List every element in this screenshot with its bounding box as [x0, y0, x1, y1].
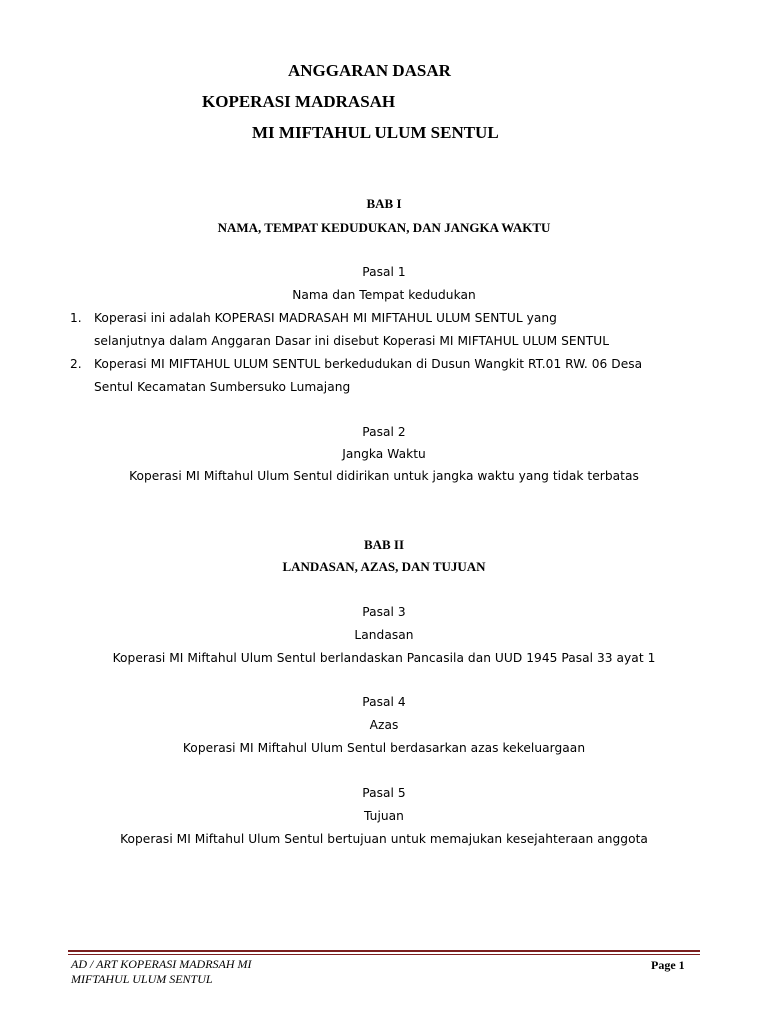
footer-title-line-2: MIFTAHUL ULUM SENTUL: [71, 972, 213, 986]
pasal-3-text: Koperasi MI Miftahul Ulum Sentul berlandaskan Pancasila dan UUD 1945 Pasal 33 ayat 1: [112, 651, 656, 665]
bab-1-subtitle: NAMA, TEMPAT KEDUDUKAN, DAN JANGKA WAKTU: [217, 220, 551, 235]
list-item-text: Sentul Kecamatan Sumbersuko Lumajang: [94, 380, 351, 394]
footer-title-line-1: AD / ART KOPERASI MADRSAH MI: [71, 957, 252, 971]
list-item-text: Koperasi MI MIFTAHUL ULUM SENTUL berkedudukan di Dusun Wangkit RT.01 RW. 06 Desa: [94, 357, 643, 371]
pasal-3-number: Pasal 3: [362, 605, 406, 619]
pasal-4-title: Azas: [369, 718, 399, 732]
pasal-3-title: Landasan: [354, 628, 414, 642]
pasal-1-number: Pasal 1: [362, 265, 406, 279]
bab-1-heading: BAB I: [366, 196, 402, 211]
pasal-5-text: Koperasi MI Miftahul Ulum Sentul bertujuan untuk memajukan kesejahteraan anggota: [120, 832, 648, 846]
bab-2-subtitle: LANDASAN, AZAS, DAN TUJUAN: [282, 559, 486, 574]
pasal-4-number: Pasal 4: [362, 695, 406, 709]
title-line-3: MI MIFTAHUL ULUM SENTUL: [252, 123, 499, 142]
list-item-text: selanjutnya dalam Anggaran Dasar ini disebut Koperasi MI MIFTAHUL ULUM SENTUL: [94, 334, 610, 348]
pasal-4-text: Koperasi MI Miftahul Ulum Sentul berdasarkan azas kekeluargaan: [182, 741, 586, 755]
list-item-text: Koperasi ini adalah KOPERASI MADRASAH MI MIFTAHUL ULUM SENTUL yang: [94, 311, 557, 325]
pasal-2-text: Koperasi MI Miftahul Ulum Sentul didirikan untuk jangka waktu yang tidak terbatas: [129, 469, 639, 483]
title-line-1: ANGGARAN DASAR: [288, 61, 451, 80]
title-line-2: KOPERASI MADRASAH: [202, 92, 396, 111]
list-marker: 1.: [70, 311, 82, 325]
page-number: Page 1: [651, 958, 685, 972]
footer-rule-thin: [68, 954, 700, 955]
list-marker: 2.: [70, 357, 82, 371]
pasal-2-title: Jangka Waktu: [342, 447, 426, 461]
pasal-2-number: Pasal 2: [362, 425, 406, 439]
bab-2-heading: BAB II: [363, 537, 405, 552]
pasal-5-number: Pasal 5: [362, 786, 406, 800]
pasal-5-title: Tujuan: [364, 809, 404, 823]
pasal-1-title: Nama dan Tempat kedudukan: [292, 288, 476, 302]
footer-rule: [68, 950, 700, 952]
